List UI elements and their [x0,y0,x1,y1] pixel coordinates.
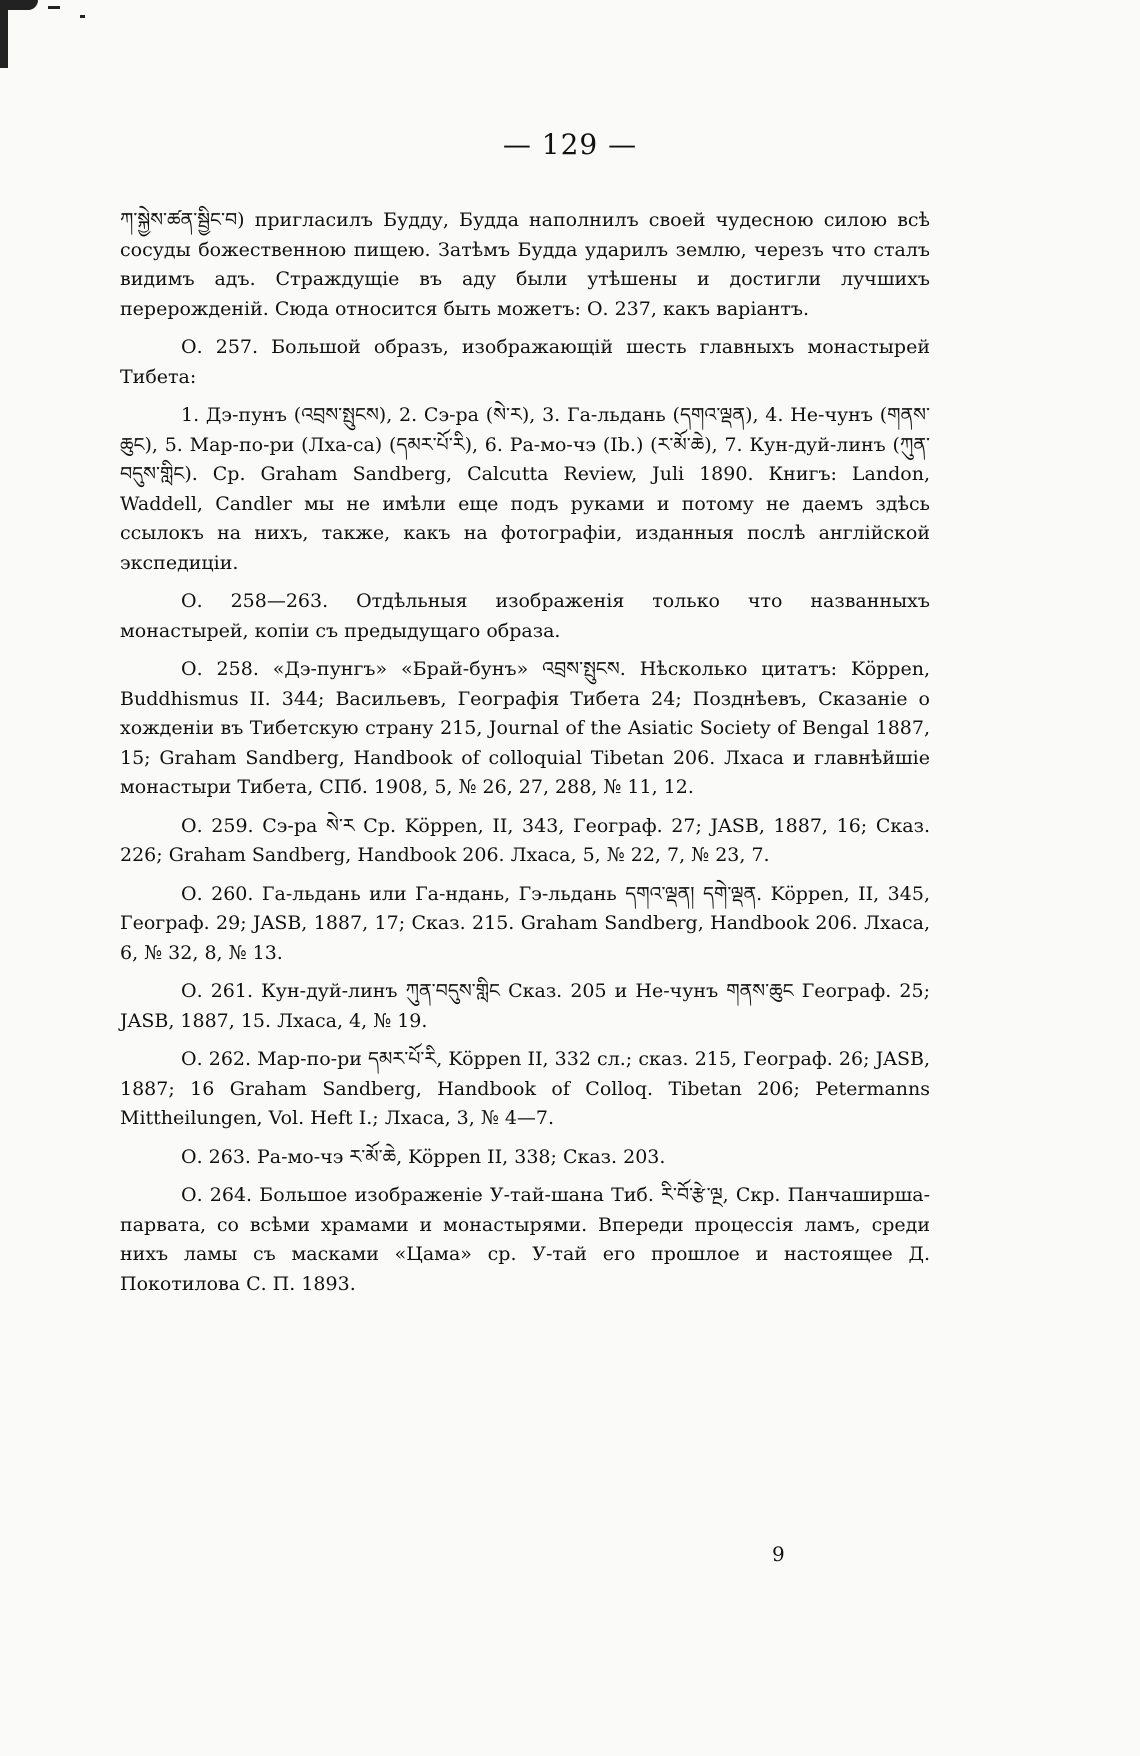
scan-speck [48,6,60,9]
paragraph-o264: О. 264. Большое изображеніе У-тай-шана Тиб. རི་བོ་རྩེ་ལྔ, Скр. Панчаширша-парвата, со всѣми храмами и монастырями. Впереди процессія ламъ, среди нихъ ламы съ масками «Цама» ср. У-тай его прошлое и настоящее Д. Покотилова С. П. 1893. [120,1184,930,1295]
paragraph-monastery-list: 1. Дэ-пунъ (འབྲས་སྤུངས), 2. Сэ-ра (སེ་ར), 3. Га-льдань (དགའ་ལྡན), 4. Не-чунъ (གནས་ཆུང), 5. Мар-по-ри (Лха-са) (དམར་པོ་རི), 6. Ра-мо-чэ (Ib.) (ར་མོ་ཆེ), 7. Кун-дуй-линъ (ཀུན་བདུས་གླིང). Ср. Graham Sandberg, Calcutta Review, Juli 1890. Книгъ: Landon, Waddell, Candler мы не имѣли еще подъ руками и потому не даемъ здѣсь ссылокъ на нихъ, также, какъ на фотографіи, изданныя послѣ англійской экспедиціи. [120,404,930,574]
paragraph-intro: ཀ་སྐྱེས་ཚན་སྦྱིང་བ) пригласилъ Будду, Будда наполнилъ своей чудесною силою всѣ сосуды божественною пищею. Затѣмъ Будда ударилъ землю, черезъ что сталъ видимъ адъ. Страждущіе въ аду были утѣшены и достигли лучшихъ перерожденій. Сюда относится быть можетъ: О. 237, какъ варіантъ. [120,209,930,320]
corner-blot [0,0,38,10]
paragraph-o259: О. 259. Сэ-ра སེ་ར Ср. Köppen, II, 343, Географ. 27; JASB, 1887, 16; Сказ. 226; Graham Sandberg, Handbook 206. Лхаса, 5, № 22, 7, № 23, 7. [120,814,930,866]
page-body [120,206,930,1299]
signature-mark: 9 [772,1542,785,1566]
paragraph-o263: О. 263. Ра-мо-чэ ར་མོ་ཆེ, Köppen II, 338; Сказ. 203. [181,1145,666,1168]
paragraph-o262: О. 262. Мар-по-ри དམར་པོ་རི, Köppen II, 332 сл.; сказ. 215, Географ. 26; JASB, 1887; 16 Graham Sandberg, Handbook of Colloq. Tibetan 206; Petermanns Mittheilungen, Vol. Heft I.; Лхаса, 3, № 4—7. [120,1048,930,1129]
paragraph-o258-263: О. 258—263. Отдѣльныя изображенія только что названныхъ монастырей, копіи съ предыдущаго образа. [120,590,930,642]
page-number: — 129 — [502,128,638,161]
paragraph-o258: О. 258. «Дэ-пунгъ» «Брай-бунъ» འབྲས་སྤུངས. Нѣсколько цитатъ: Köppen, Buddhismus II. 344; Васильевъ, Географія Тибета 24; Позднѣевъ, Сказаніе о хожденіи въ Тибетскую страну 215, Journal of the Asiatic Society of Bengal 1887, 15; Graham Sandberg, Handbook of colloquial Tibetan 206. Лхаса и главнѣйшіе монастыри Тибета, СПб. 1908, 5, № 26, 27, 288, № 11, 12. [120,658,930,798]
paragraph-o260: О. 260. Га-льдань или Га-ндань, Гэ-льдань དགའ་ལྡན། དགེ་ལྡན. Köppen, II, 345, Географ. 29; JASB, 1887, 17; Сказ. 215. Graham Sandberg, Handbook 206. Лхаса, 6, № 32, 8, № 13. [120,882,930,964]
corner-blot [0,10,8,68]
paragraph-o261: О. 261. Кун-дуй-линъ ཀུན་བདུས་གླིང Сказ. 205 и Не-чунъ གནས་ཆུང Географ. 25; JASB, 1887, 15. Лхаса, 4, № 19. [120,980,930,1032]
scan-speck [80,15,85,18]
paragraph-o257: О. 257. Большой образъ, изображающій шесть главныхъ монастырей Тибета: [120,336,930,388]
